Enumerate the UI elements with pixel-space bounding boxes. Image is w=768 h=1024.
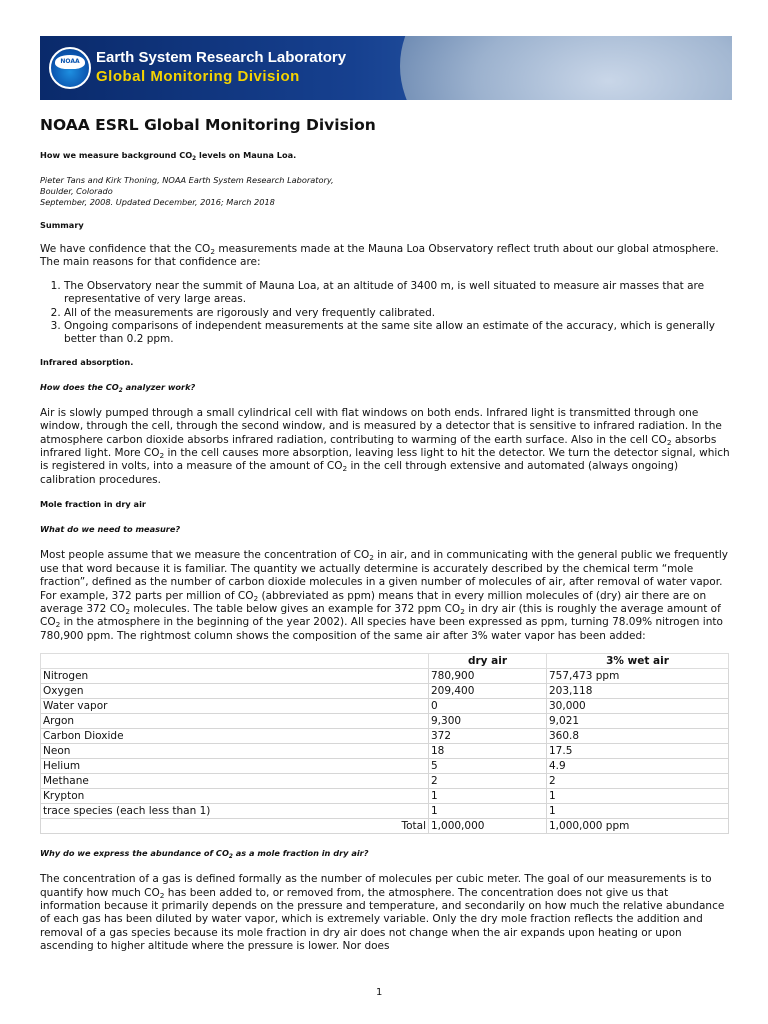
table-cell: Oxygen [41,684,429,699]
table-row [41,684,729,699]
table-cell: Methane [41,774,429,789]
table-cell: 1 [547,789,729,804]
dates: September, 2008. Updated December, 2016; March 2018 [40,197,275,207]
document-body [40,116,730,954]
mole-fraction-question: What do we need to measure? [40,524,181,535]
why-paragraph: The concentration of a gas is defined formally as the number of molecules per cubic meter. The goal of our measurements is to quantify how much $CO_2$ has been added to, or removed from, the atmosphere. The concentration does not give us that information because it primarily depends on the pressure and temperature, and secondarily on how much the relative abundance of each gas has been diluted by water vapor, which is extremely variable. Only the dry mole fraction reflects the addition and removal of a gas species because its mole fraction in dry air does not change when the air expands upon heating or upon ascending to higher altitude where the pressure is lower. Nor does [40,873,725,953]
mole-fraction-heading: Mole fraction in dry air [40,499,146,510]
table-cell: 2 [547,774,729,789]
table-cell: 9,021 [547,714,729,729]
column-header [41,654,429,669]
table-row [41,804,729,819]
table-cell: trace species (each less than 1) [41,804,429,819]
table-total-row [41,819,729,834]
composition-table [40,653,729,834]
table-cell: 780,900 [429,669,547,684]
infrared-paragraph: Air is slowly pumped through a small cylindrical cell with flat windows on both ends. Infrared light is transmitted through one window, through the cell, through the second window, and is measured by a detector that is sensitive to infrared radiation. In the atmosphere carbon dioxide absorbs infrared radiation, contributing to warming of the earth surface. Also in the cell $CO_2$ absorbs infrared light. More $CO_2$ in the cell causes more absorption, leaving less light to hit the detector. We turn the detector signal, which is registered in volts, into a measure of the amount of $CO_2$ in the cell through extensive and automated (always ongoing) calibration procedures. [40,406,730,486]
table-cell: 5 [429,759,547,774]
table-row [41,774,729,789]
table-cell: Neon [41,744,429,759]
header-banner [40,36,732,100]
table-row [41,759,729,774]
table-row [41,729,729,744]
why-question: Why do we express the abundance of $CO_2$ as a mole fraction in dry air? [40,848,369,861]
table-cell: Helium [41,759,429,774]
table-cell: Total [41,819,429,834]
table-cell: 1 [429,789,547,804]
table-cell: 203,118 [547,684,729,699]
table-cell: 17.5 [547,744,729,759]
location: Boulder, Colorado [40,186,113,196]
table-cell: 372 [429,729,547,744]
page-title: NOAA ESRL Global Monitoring Division [40,116,376,134]
table-cell: 209,400 [429,684,547,699]
table-header-row [41,654,729,669]
reasons-list [40,280,730,347]
table-row [41,669,729,684]
table-cell: 0 [429,699,547,714]
table-row [41,699,729,714]
infrared-heading: Infrared absorption. [40,356,134,367]
summary-heading: Summary [40,220,84,230]
document-subtitle: How we measure background $CO_2$ levels on Mauna Loa. [40,150,297,162]
infrared-question: How does the $CO_2$ analyzer work? [40,381,196,394]
table-cell: 1,000,000 ppm [547,819,729,834]
table-cell: 30,000 [547,699,729,714]
table-cell: 2 [429,774,547,789]
list-item: 2. All of the measurements are rigorously and very frequently calibrated. [64,307,730,320]
mole-fraction-paragraph: Most people assume that we measure the concentration of $CO_2$ in air, and in communicating with the general public we frequently use that word because it is familiar. The quantity we actually determine is accurately described by the chemical term “mole fraction”, defined as the number of carbon dioxide molecules in a given number of molecules of air, after removal of water vapor. For example, 372 parts per million of $CO_2$ (abbreviated as ppm) means that in every million molecules of (dry) air there are on average 372 $CO_2$ molecules. The table below gives an example for 372 ppm $CO_2$ in dry air (this is roughly the average amount of $CO_2$ in the atmosphere in the beginning of the year 2002). All species have been expressed as ppm, turning 78.09% nitrogen into 780,900 ppm. The rightmost column shows the composition of the same air after 3% water vapor has been added: [40,549,728,642]
logo-text: NOAA [60,58,80,65]
table-row [41,789,729,804]
noaa-logo-icon[interactable] [49,47,91,89]
list-item: 3. Ongoing comparisons of independent measurements at the same site allow an estimate of the accuracy, which is generally better than 0.2 ppm. [64,320,730,347]
table-row [41,744,729,759]
summary-paragraph: We have confidence that the $CO_2$ measurements made at the Mauna Loa Observatory reflect truth about our global atmosphere. The main reasons for that confidence are: [40,243,719,269]
author-block [40,175,730,208]
table-cell: 1 [547,804,729,819]
table-cell: 1,000,000 [429,819,547,834]
table-cell: 1 [429,804,547,819]
authors: Pieter Tans and Kirk Thoning, NOAA Earth System Research Laboratory, [40,175,334,185]
table-cell: 757,473 ppm [547,669,729,684]
table-cell: Carbon Dioxide [41,729,429,744]
column-header: 3% wet air [547,654,729,669]
division-name: Global Monitoring Division [96,68,300,85]
earth-globe-image [400,36,732,100]
table-row [41,714,729,729]
table-cell: 9,300 [429,714,547,729]
table-cell: Nitrogen [41,669,429,684]
table-cell: 18 [429,744,547,759]
table-cell: Water vapor [41,699,429,714]
table-cell: Argon [41,714,429,729]
table-cell: 360.8 [547,729,729,744]
page-number: 1 [376,987,383,998]
lab-name: Earth System Research Laboratory [96,49,347,66]
table-cell: Krypton [41,789,429,804]
list-item: 1. The Observatory near the summit of Mauna Loa, at an altitude of 3400 m, is well situated to measure air masses that are representative of very large areas. [64,280,730,307]
table-cell: 4.9 [547,759,729,774]
column-header: dry air [429,654,547,669]
